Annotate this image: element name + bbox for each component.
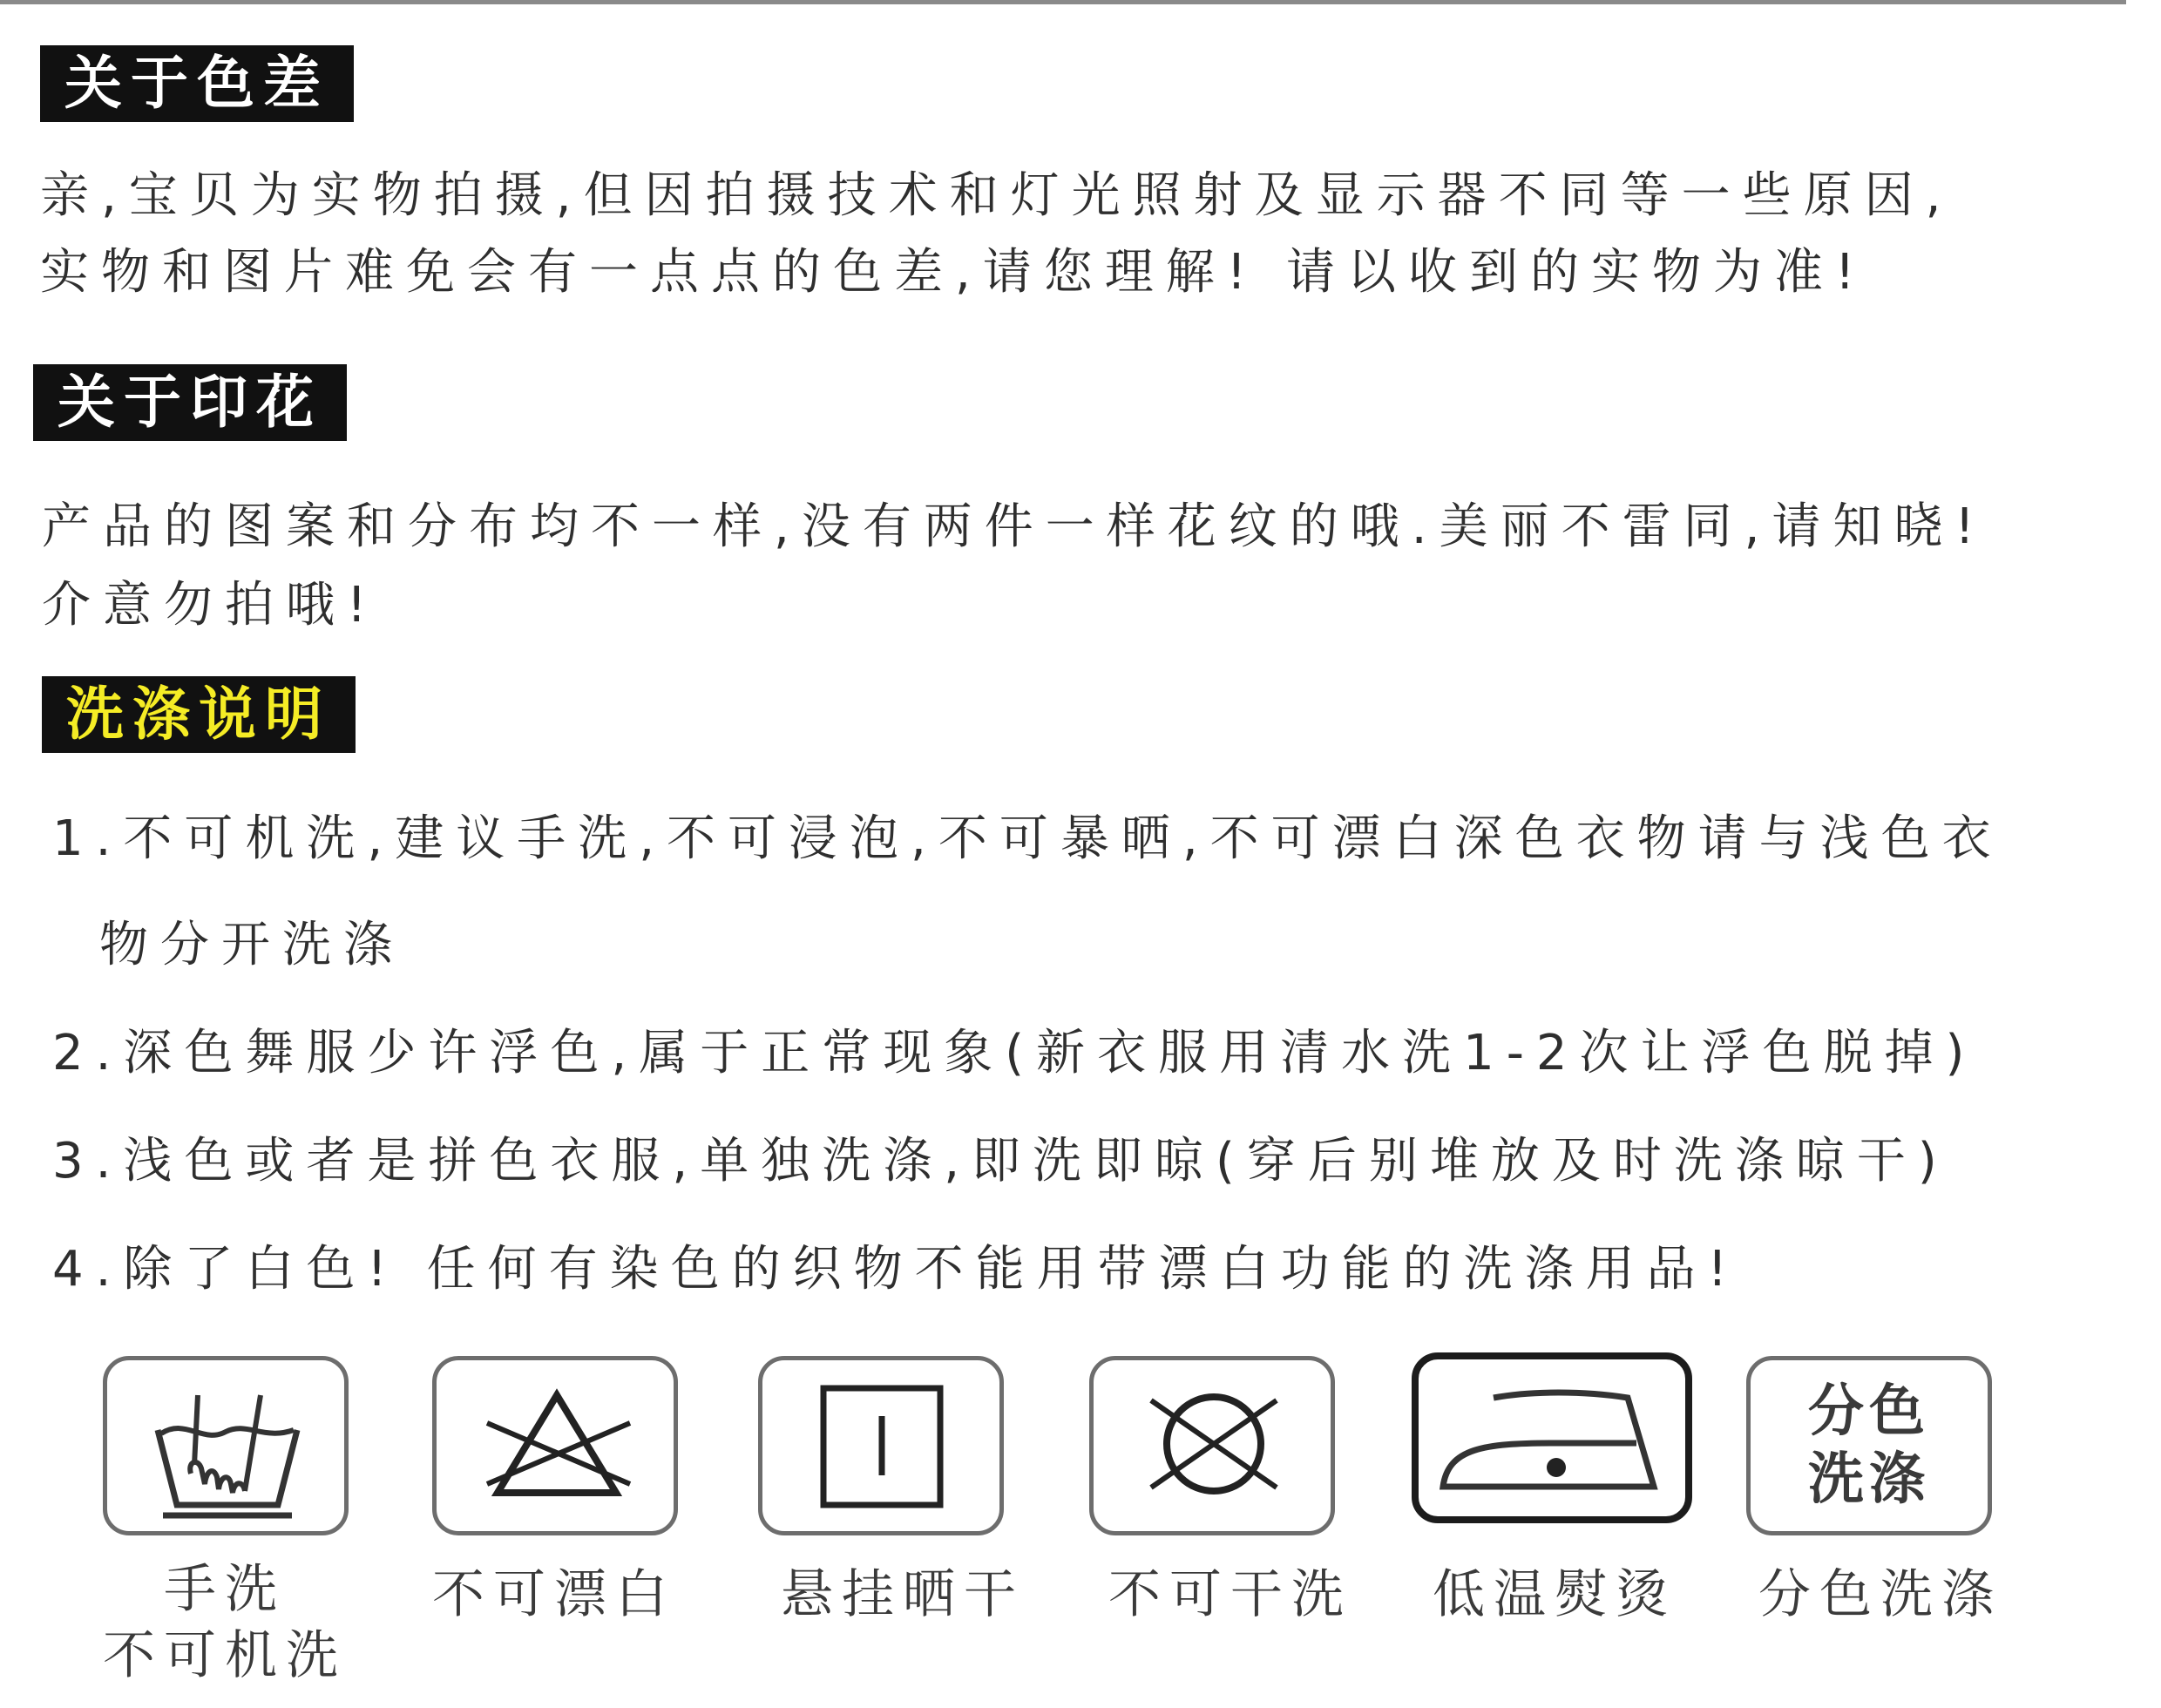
washing-item-3: 3.浅色或者是拼色衣服,单独洗涤,即洗即晾(穿后别堆放及时洗涤晾干) [52,1133,1949,1190]
washing-item-2: 2.深色舞服少许浮色,属于正常现象(新衣服用清水洗1-2次让浮色脱掉) [52,1025,1977,1081]
separate-wash-box-line-1: 分色 [1808,1379,1930,1444]
top-divider [0,0,2126,4]
hand-wash-caption-2: 不可机洗 [103,1625,347,1686]
low-iron-caption: 低温熨烫 [1433,1564,1677,1625]
hang-dry-caption: 悬挂晒干 [781,1564,1025,1625]
hand-wash-caption-1: 手洗 [164,1559,286,1620]
separate-wash-caption: 分色洗涤 [1758,1564,2002,1625]
washing-item-4: 4.除了白色! 任何有染色的织物不能用带漂白功能的洗涤用品! [52,1241,1740,1298]
no-bleach-caption: 不可漂白 [432,1564,676,1625]
hand-wash-icon [103,1356,349,1535]
print-line-1: 产品的图案和分布均不一样,没有两件一样花纹的哦.美丽不雷同,请知晓! [42,498,1987,555]
no-dry-clean-caption: 不可干洗 [1108,1564,1352,1625]
color-difference-line-1: 亲,宝贝为实物拍摄,但因拍摄技术和灯光照射及显示器不同等一些原因, [40,167,1954,224]
print-heading: 关于印花 [33,364,347,441]
low-iron-icon [1412,1352,1692,1523]
separate-wash-box-line-2: 洗涤 [1808,1447,1930,1512]
color-difference-heading: 关于色差 [40,45,354,122]
color-difference-line-2: 实物和图片难免会有一点点的色差,请您理解! 请以收到的实物为准! [40,244,1867,301]
print-line-2: 介意勿拍哦! [42,577,379,634]
separate-wash-icon [1746,1356,1992,1535]
hang-dry-icon [758,1356,1004,1535]
washing-item-1-continued: 物分开洗涤 [99,917,404,973]
no-bleach-icon [432,1356,678,1535]
washing-item-1: 1.不可机洗,建议手洗,不可浸泡,不可暴晒,不可漂白深色衣物请与浅色衣 [52,810,2003,867]
no-dry-clean-icon [1089,1356,1335,1535]
washing-heading: 洗涤说明 [42,676,356,753]
